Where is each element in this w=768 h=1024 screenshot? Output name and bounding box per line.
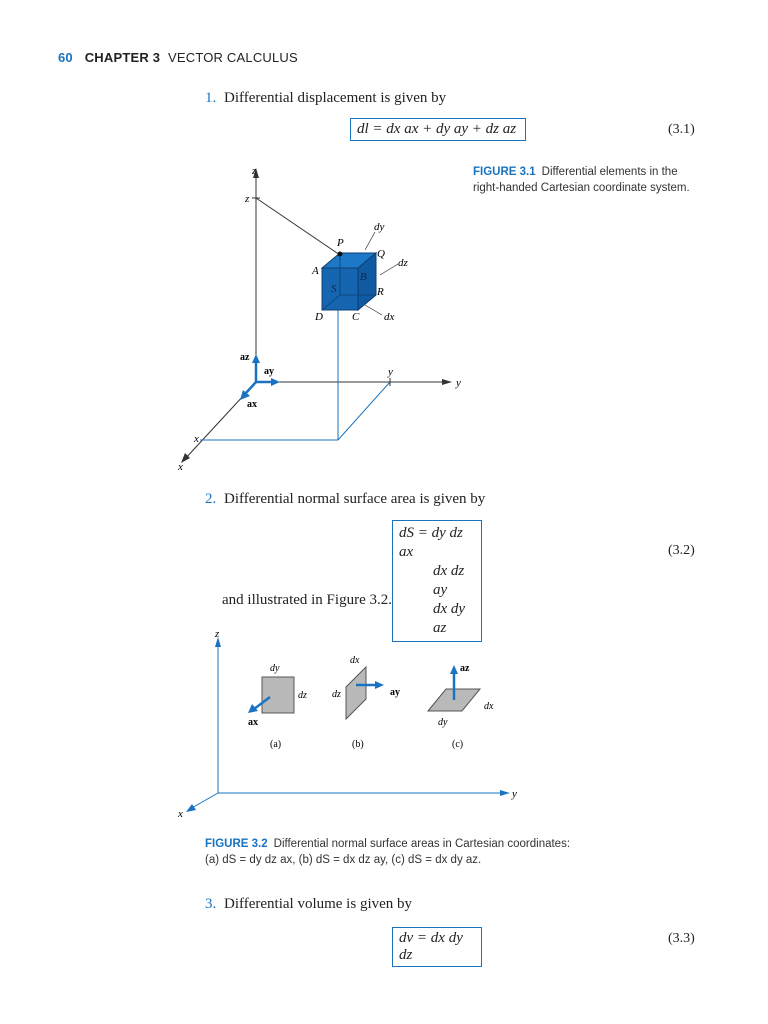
equation-3-2-line-1: dS = dy dz ax: [399, 525, 463, 560]
equation-3-1: [350, 118, 526, 141]
figure-3-2-caption-line1: Differential normal surface areas in Cartesian coordinates:: [273, 838, 571, 850]
followup-text: and illustrated in Figure 3.2.: [222, 592, 392, 608]
figure-3-2: [170, 625, 540, 825]
surface-b-dz-label: dz: [332, 689, 341, 700]
equation-3-3: [392, 927, 482, 967]
x-axis-label: x: [178, 461, 183, 473]
fig2-y-axis-arrow: [500, 790, 510, 796]
item-2-text: Differential normal surface area is given by: [224, 491, 486, 507]
dx-leader: [365, 305, 382, 315]
item-3-text: Differential volume is given by: [224, 896, 413, 912]
dy-leader: [365, 232, 375, 250]
surface-c-normal-arrow: [450, 665, 458, 674]
point-c-label: C: [352, 311, 360, 323]
surface-b-ay-label: ay: [390, 687, 400, 698]
surface-a-dz-label: dz: [298, 690, 307, 701]
surface-b-caption: (b): [352, 739, 364, 750]
az-label: az: [240, 352, 250, 363]
figure-3-1-caption: [473, 164, 713, 196]
z-tick-label: z: [245, 193, 250, 205]
equation-3-3-number: (3.3): [668, 931, 695, 946]
figure-3-2-caption-line2: (a) dS = dy dz ax, (b) dS = dx dz ay, (c) dS = dx dy az.: [205, 854, 482, 866]
surface-b-normal-arrow: [375, 681, 384, 689]
item-2: [205, 491, 485, 508]
dz-label: dz: [398, 257, 408, 269]
point-p-label: P: [337, 237, 344, 249]
x-tick-label: x: [194, 433, 199, 445]
fig2-x-label: x: [178, 808, 183, 820]
figure-3-1-caption-line2: right-handed Cartesian coordinate system.: [473, 182, 690, 194]
figure-3-1-label: FIGURE 3.1: [473, 166, 536, 178]
ax-label: ax: [247, 399, 257, 410]
ax-vector: [245, 382, 256, 394]
figure-3-1-caption-line1: Differential elements in the: [541, 166, 678, 178]
equation-3-2: [392, 520, 482, 642]
dy-label: dy: [374, 221, 385, 233]
dz-leader: [380, 264, 398, 275]
y-axis-arrow: [442, 379, 452, 385]
surface-c-dx-label: dx: [484, 701, 494, 712]
surface-c-caption: (c): [452, 739, 464, 750]
equation-3-2-number: (3.2): [668, 543, 695, 558]
point-a-label: A: [312, 265, 319, 277]
ay-arrow: [271, 378, 280, 386]
item-3-number: 3.: [205, 896, 217, 912]
z-axis-label: z: [252, 165, 257, 177]
surface-b: [346, 667, 366, 719]
item-1-number: 1.: [205, 90, 217, 106]
item-1: [205, 90, 446, 107]
item-1-text: Differential displacement is given by: [224, 90, 447, 106]
equation-3-1-text: dl = dx ax + dy ay + dz az: [357, 121, 517, 137]
surface-c-dy-label: dy: [438, 717, 448, 728]
figure-3-2-caption: [205, 836, 725, 868]
surface-a-ax-label: ax: [248, 717, 258, 728]
equation-3-3-text: dv = dx dy dz: [399, 930, 463, 963]
chapter-title: VECTOR CALCULUS: [167, 50, 298, 65]
point-q-label: Q: [377, 248, 385, 260]
chapter-label: CHAPTER 3: [84, 50, 161, 65]
fig2-x-axis-line: [190, 793, 218, 809]
equation-3-2-line-2: dx dz ay: [433, 563, 465, 598]
equation-3-2-line-3: dx dy az: [433, 601, 466, 636]
dx-label: dx: [384, 311, 395, 323]
ay-label: ay: [264, 366, 274, 377]
running-head: [58, 50, 298, 65]
y-tick-label: y: [388, 366, 393, 378]
surface-a-dy-label: dy: [270, 663, 280, 674]
page-number: 60: [58, 50, 73, 65]
projection-y-line: [338, 382, 390, 440]
surface-c-az-label: az: [460, 663, 470, 674]
figure-3-2-label: FIGURE 3.2: [205, 838, 268, 850]
point-r-label: R: [377, 286, 384, 298]
az-arrow: [252, 354, 260, 363]
fig2-z-label: z: [215, 628, 220, 640]
point-d-label: D: [315, 311, 323, 323]
equation-3-1-number: (3.1): [668, 122, 695, 137]
z-to-point-line: [256, 198, 340, 255]
point-p-marker: [338, 252, 343, 257]
figure-3-1: [160, 160, 470, 480]
point-b-label: B: [360, 271, 367, 283]
item-2-number: 2.: [205, 491, 217, 507]
item-3: [205, 896, 412, 913]
surface-b-dx-label: dx: [350, 655, 360, 666]
point-s-label: S: [331, 283, 337, 295]
surface-a: [262, 677, 294, 713]
surface-a-caption: (a): [270, 739, 282, 750]
fig2-x-axis-arrow: [186, 804, 196, 812]
y-axis-label: y: [456, 377, 461, 389]
fig2-y-label: y: [512, 788, 517, 800]
